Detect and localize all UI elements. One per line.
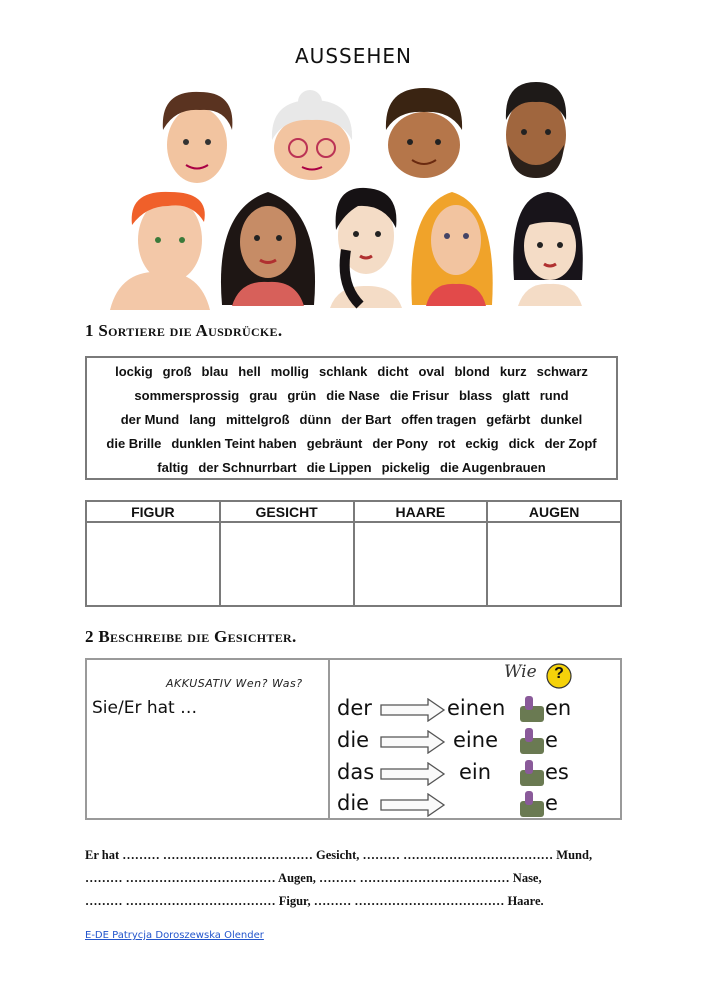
word-bank-line <box>89 456 614 480</box>
word-bank-line <box>89 432 614 456</box>
grammar-divider <box>328 660 330 818</box>
word-item: der Pony <box>372 436 428 451</box>
cell-augen[interactable] <box>487 522 621 606</box>
word-item: die Nase <box>326 388 380 403</box>
face-man-brown-hair <box>163 92 233 183</box>
sentence-line-3: ……… ……………………………… Figur, ……… ……………………………… Haare. <box>85 894 544 908</box>
cell-gesicht[interactable] <box>220 522 354 606</box>
word-item: der Zopf <box>544 436 597 451</box>
header-haare: HAARE <box>354 501 488 522</box>
word-item: lang <box>189 412 216 427</box>
arrow-icon <box>380 793 446 817</box>
arrow-icon <box>380 730 446 754</box>
adjective-ending-2: es <box>545 760 569 784</box>
cell-haare[interactable] <box>354 522 488 606</box>
section2-heading: 2 Beschreibe die Gesichter. <box>85 627 297 646</box>
sentence-prompt: Sie/Er hat … <box>92 698 198 718</box>
face-grandma <box>272 90 352 180</box>
thumbs-up-icon <box>517 758 547 788</box>
arrow-icon <box>380 698 446 722</box>
adjective-ending-1: e <box>545 728 558 752</box>
word-item: sommersprossig <box>134 388 240 403</box>
grammar-box <box>85 658 622 820</box>
adjective-ending-3: e <box>545 791 558 815</box>
face-red-hair-man <box>110 192 210 310</box>
face-woman-braid <box>330 188 402 308</box>
word-item: glatt <box>502 388 530 403</box>
sorting-table <box>85 500 622 607</box>
word-item: die Frisur <box>389 388 449 403</box>
article-2: das <box>337 760 375 784</box>
section1-heading: 1 Sortiere die Ausdrücke. <box>85 321 283 340</box>
wie-label: Wie <box>504 662 537 682</box>
thumbs-up-icon <box>517 789 547 819</box>
word-item: blass <box>458 388 493 403</box>
indefinite-article-0: einen <box>447 696 506 720</box>
word-item: eckig <box>465 436 499 451</box>
faces-illustration <box>0 0 707 320</box>
word-item: hell <box>238 364 261 379</box>
word-bank-line <box>89 408 614 432</box>
thumbs-up-icon <box>517 694 547 724</box>
thumbs-up-icon <box>517 726 547 756</box>
word-item: blau <box>201 364 229 379</box>
header-gesicht: GESICHT <box>220 501 354 522</box>
word-item: faltig <box>157 460 189 475</box>
face-bearded-man <box>506 82 566 178</box>
word-item: schwarz <box>536 364 588 379</box>
face-woman-curly-black-hair <box>221 192 315 306</box>
word-item: pickelig <box>381 460 431 475</box>
sentence-line-1: Er hat ……… ……………………………… Gesicht, ……… ……………………………… Mund, <box>85 848 593 862</box>
word-bank-line <box>89 360 614 384</box>
face-blonde-woman <box>411 192 492 306</box>
word-bank-line <box>89 384 614 408</box>
word-item: der Bart <box>341 412 392 427</box>
word-item: groß <box>162 364 192 379</box>
question-mark: ? <box>554 665 564 682</box>
face-boy-curly-hair <box>386 88 462 178</box>
word-item: kurz <box>499 364 527 379</box>
word-item: lockig <box>115 364 153 379</box>
word-item: dünn <box>299 412 332 427</box>
word-item: dunklen Teint haben <box>171 436 297 451</box>
header-figur: FIGUR <box>86 501 220 522</box>
word-bank <box>85 356 618 480</box>
header-augen: AUGEN <box>487 501 621 522</box>
word-item: die Lippen <box>306 460 372 475</box>
word-item: mittelgroß <box>225 412 290 427</box>
arrow-icon <box>380 762 446 786</box>
word-item: offen tragen <box>401 412 477 427</box>
word-item: grün <box>287 388 317 403</box>
adjective-ending-0: en <box>545 696 572 720</box>
word-item: rot <box>438 436 456 451</box>
word-item: gebräunt <box>306 436 363 451</box>
word-item: mollig <box>270 364 309 379</box>
word-item: der Schnurrbart <box>198 460 297 475</box>
indefinite-article-2: ein <box>459 760 492 784</box>
article-3: die <box>337 791 370 815</box>
word-item: blond <box>454 364 490 379</box>
word-item: schlank <box>318 364 368 379</box>
word-item: dicht <box>377 364 409 379</box>
word-item: oval <box>418 364 445 379</box>
cell-figur[interactable] <box>86 522 220 606</box>
word-item: grau <box>249 388 278 403</box>
face-woman-bangs <box>513 192 583 306</box>
word-item: die Brille <box>106 436 162 451</box>
word-item: die Augenbrauen <box>440 460 546 475</box>
page-title: AUSSEHEN <box>295 44 412 68</box>
article-1: die <box>337 728 370 752</box>
word-item: dunkel <box>540 412 583 427</box>
sentence-line-2: ……… ……………………………… Augen, ……… ……………………………… Nase, <box>85 871 542 885</box>
akkusativ-label: AKKUSATIV Wen? Was? <box>166 677 303 690</box>
author-link[interactable]: E-DE Patrycja Doroszewska Olender <box>85 930 264 941</box>
word-item: gefärbt <box>486 412 531 427</box>
article-0: der <box>337 696 372 720</box>
word-item: dick <box>508 436 535 451</box>
word-item: der Mund <box>120 412 180 427</box>
word-item: rund <box>539 388 569 403</box>
indefinite-article-1: eine <box>453 728 498 752</box>
